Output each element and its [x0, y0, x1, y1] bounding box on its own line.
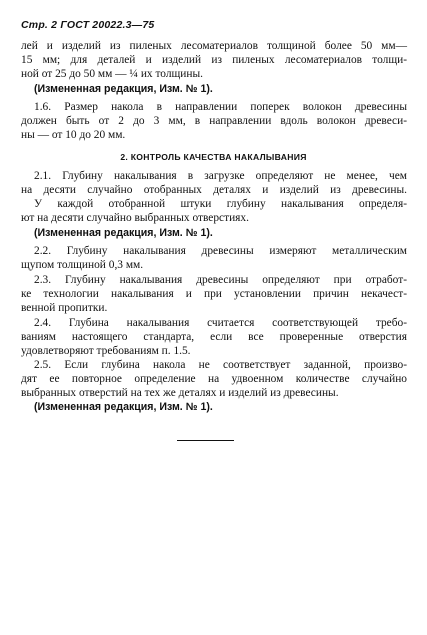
text-line: должен быть от 2 до 3 мм, в направлении вдоль волокон древеси-: [21, 115, 407, 127]
text-line: на десяти случайно отобранных деталях и изделий из древесины.: [21, 184, 407, 196]
text-line: 2.4. Глубина накалывания считается соответствующей требо-: [34, 317, 407, 329]
page-header: Стр. 2 ГОСТ 20022.3—75: [21, 19, 155, 31]
text-line: ют на десяти случайно выбранных отверстиях.: [21, 212, 249, 224]
edition-note: (Измененная редакция, Изм. № 1).: [34, 227, 213, 239]
text-line: удовлетворяют требованиям п. 1.5.: [21, 345, 191, 357]
text-line: У каждой отобранной штуки глубину накалывания определя-: [34, 198, 407, 210]
text-line: щупом толщиной 0,3 мм.: [21, 259, 144, 271]
text-line: 2.5. Если глубина накола не соответствует заданной, произво-: [34, 359, 407, 371]
text-line: лей и изделий из пиленых лесоматериалов толщиной более 50 мм—: [21, 40, 407, 52]
text-line: 2.3. Глубину накалывания древесины определяют при отработ-: [34, 274, 407, 286]
text-line: 1.6. Размер накола в направлении поперек волокон древесины: [34, 101, 407, 113]
text-line: 2.1. Глубину накалывания в загрузке определяют не менее, чем: [34, 170, 407, 182]
section-title: 2. КОНТРОЛЬ КАЧЕСТВА НАКАЛЫВАНИЯ: [120, 152, 307, 162]
text-line: 15 мм; для деталей и изделий из пиленых лесоматериалов толщи-: [21, 54, 407, 66]
text-line: выбранных отверстий на тех же деталях и изделий из древесины.: [21, 387, 339, 399]
text-line: 2.2. Глубину накалывания древесины измеряют металлическим: [34, 245, 407, 257]
text-line: ваниям настоящего стандарта, если все проверенные отверстия: [21, 331, 407, 343]
text-line: венной пропитки.: [21, 302, 108, 314]
end-rule: [177, 440, 234, 441]
edition-note: (Измененная редакция, Изм. № 1).: [34, 401, 213, 413]
text-line: ке технологии накалывания и при установлении причин некачест-: [21, 288, 407, 300]
text-line: ны — от 10 до 20 мм.: [21, 129, 126, 141]
edition-note: (Измененная редакция, Изм. № 1).: [34, 83, 213, 95]
text-line: ной от 25 до 50 мм — ¼ их толщины.: [21, 68, 203, 80]
text-line: дят ее повторное определение на удвоенном количестве случайно: [21, 373, 407, 385]
